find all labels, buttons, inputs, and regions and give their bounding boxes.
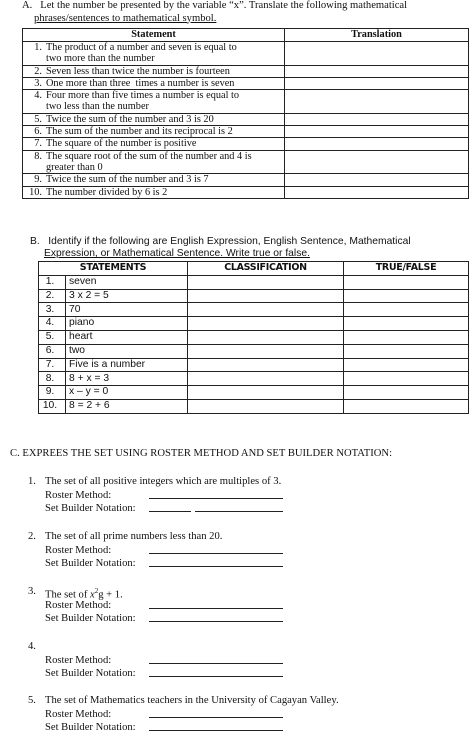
statement-row (23, 174, 469, 186)
set-item-number: 4. (28, 641, 36, 652)
section-a-heading-line2: phrases/sentences to mathematical symbol. (34, 12, 217, 24)
exponent: 2 (94, 587, 99, 595)
statement-line: The number divided by 6 is 2 (46, 186, 168, 198)
roster-label: Roster Method: (45, 654, 112, 666)
statement-text (46, 138, 196, 149)
roster-label: Roster Method: (45, 544, 112, 556)
set-item-text: The set of all prime numbers less than 20. (45, 531, 223, 542)
builder-label: Set Builder Notation: (45, 613, 136, 624)
classification-answer-cell[interactable] (188, 330, 344, 344)
statement-line: two less than the number (46, 101, 149, 113)
set-item-text-before: The set of (45, 589, 91, 601)
section-b-heading-line2: Expression, or Mathematical Sentence. Write true or false. (44, 248, 310, 259)
roster-label: Roster Method: (45, 489, 112, 501)
section-b-heading-line1: B. Identify if the following are English Expression, English Sentence, Mathematical (30, 236, 411, 247)
item-number: 2. (39, 289, 66, 303)
classification-row (39, 372, 469, 386)
statement-text: 70 (66, 303, 188, 317)
item-number: 6. (39, 344, 66, 358)
classification-row (39, 358, 469, 372)
statement-row (23, 42, 469, 66)
statement-text: x – y = 0 (66, 386, 188, 400)
true-false-answer-cell[interactable] (344, 399, 469, 413)
statement-line: One more than three times a number is seven (46, 77, 235, 89)
true-false-answer-cell[interactable] (344, 386, 469, 400)
item-number: 1. (39, 275, 66, 289)
builder-answer-blank[interactable] (149, 566, 283, 567)
translation-answer-cell[interactable] (285, 113, 469, 125)
true-false-answer-cell[interactable] (344, 330, 469, 344)
builder-answer-blank[interactable] (149, 511, 191, 512)
statement-row (23, 77, 469, 89)
set-item-number: 3. (28, 586, 36, 597)
classification-row (39, 303, 469, 317)
roster-answer-blank[interactable] (149, 553, 283, 554)
set-item-text (45, 640, 465, 654)
statement-row (23, 113, 469, 125)
statement-text (46, 78, 234, 89)
statement-cell (23, 77, 285, 89)
translation-answer-cell[interactable] (285, 126, 469, 138)
statement-cell (23, 126, 285, 138)
statement-column-header: Statement (23, 29, 285, 42)
translation-column-header: Translation (285, 29, 469, 42)
set-item-number: 1. (28, 476, 36, 487)
statement-cell (23, 186, 285, 198)
statement-text: 8 = 2 + 6 (66, 399, 188, 413)
classification-answer-cell[interactable] (188, 399, 344, 413)
statement-text (46, 66, 230, 77)
statement-row (23, 90, 469, 114)
statement-number: 9. (34, 174, 42, 186)
statements-column-header: STATEMENTS (39, 262, 188, 276)
classification-answer-cell[interactable] (188, 289, 344, 303)
statement-number: 2. (34, 65, 42, 77)
classification-table (38, 261, 469, 414)
item-number: 5. (39, 330, 66, 344)
set-item-text (45, 585, 465, 599)
statement-number: 6. (34, 126, 42, 138)
statement-line: The product of a number and seven is equal to (46, 42, 237, 53)
true-false-answer-cell[interactable] (344, 303, 469, 317)
statement-text: heart (66, 330, 188, 344)
builder-answer-blank[interactable] (149, 676, 283, 677)
statement-text: 3 x 2 = 5 (66, 289, 188, 303)
true-false-answer-cell[interactable] (344, 344, 469, 358)
statement-cell (23, 90, 285, 114)
classification-row (39, 386, 469, 400)
translation-answer-cell[interactable] (285, 77, 469, 89)
statement-cell (23, 150, 285, 174)
statement-line: The sum of the number and its reciprocal is 2 (46, 126, 233, 138)
roster-answer-blank[interactable] (149, 498, 283, 499)
statement-line: Twice the sum of the number and 3 is 20 (46, 113, 214, 125)
statement-line: greater than 0 (46, 161, 103, 173)
classification-row (39, 317, 469, 331)
translation-answer-cell[interactable] (285, 150, 469, 174)
true-false-answer-cell[interactable] (344, 275, 469, 289)
statement-text: seven (66, 275, 188, 289)
statement-text (46, 90, 239, 113)
roster-answer-blank[interactable] (149, 663, 283, 664)
set-item-number: 2. (28, 531, 36, 542)
set-item-text-after: g + 1. (98, 589, 123, 601)
statement-cell (23, 138, 285, 150)
statement-line: Twice the sum of the number and 3 is 7 (46, 174, 209, 186)
statement-number: 7. (34, 138, 42, 150)
roster-label: Roster Method: (45, 708, 112, 720)
item-number: 8. (39, 372, 66, 386)
statement-line: The square of the number is positive (46, 138, 197, 150)
translation-answer-cell[interactable] (285, 65, 469, 77)
statement-text (46, 187, 167, 198)
builder-label: Set Builder Notation: (45, 668, 136, 679)
classification-answer-cell[interactable] (188, 386, 344, 400)
classification-answer-cell[interactable] (188, 372, 344, 386)
builder-answer-blank-2[interactable] (195, 511, 283, 512)
statement-cell (23, 65, 285, 77)
section-c-heading: C. EXPREES THE SET USING ROSTER METHOD AND SET BUILDER NOTATION: (10, 448, 393, 459)
set-item-number: 5. (28, 695, 36, 706)
statement-text (46, 42, 237, 65)
classification-answer-cell[interactable] (188, 344, 344, 358)
statement-line: The square root of the sum of the number and 4 is (46, 150, 252, 162)
statement-cell (23, 42, 285, 66)
item-number: 10. (39, 399, 66, 413)
classification-answer-cell[interactable] (188, 317, 344, 331)
variable-x: x (90, 589, 95, 601)
true-false-answer-cell[interactable] (344, 289, 469, 303)
builder-label: Set Builder Notation: (45, 503, 136, 514)
classification-row (39, 399, 469, 413)
statement-line: Seven less than twice the number is fourteen (46, 65, 230, 77)
classification-row (39, 275, 469, 289)
statement-number: 5. (34, 113, 42, 125)
builder-answer-blank[interactable] (149, 621, 283, 622)
true-false-column-header: TRUE/FALSE (344, 262, 469, 276)
translation-answer-cell[interactable] (285, 90, 469, 114)
classification-row (39, 344, 469, 358)
translation-answer-cell[interactable] (285, 42, 469, 66)
classification-column-header: CLASSIFICATION (188, 262, 344, 276)
item-number: 7. (39, 358, 66, 372)
item-number: 9. (39, 386, 66, 400)
statement-text (46, 151, 252, 174)
statement-number: 3. (34, 77, 42, 89)
statement-cell (23, 174, 285, 186)
builder-label: Set Builder Notation: (45, 558, 136, 569)
section-a-heading (22, 0, 470, 25)
statement-row (23, 126, 469, 138)
true-false-answer-cell[interactable] (344, 372, 469, 386)
statement-number: 8. (34, 150, 42, 162)
statement-row (23, 186, 469, 198)
item-number: 3. (39, 303, 66, 317)
roster-label: Roster Method: (45, 599, 112, 611)
translation-answer-cell[interactable] (285, 138, 469, 150)
statement-cell (23, 113, 285, 125)
statement-text: two (66, 344, 188, 358)
section-b-heading (30, 236, 470, 260)
classification-answer-cell[interactable] (188, 303, 344, 317)
statement-number: 4. (34, 90, 42, 102)
statement-text (46, 114, 214, 125)
builder-answer-blank[interactable] (149, 730, 283, 731)
statement-line: Four more than five times a number is equal to (46, 90, 240, 102)
translation-table (22, 28, 469, 199)
statement-row (23, 65, 469, 77)
roster-answer-blank[interactable] (149, 717, 283, 718)
statement-text: 8 + x = 3 (66, 372, 188, 386)
statement-text (46, 174, 209, 185)
roster-answer-blank[interactable] (149, 608, 283, 609)
statement-line: two more than the number (46, 53, 155, 65)
true-false-answer-cell[interactable] (344, 358, 469, 372)
statement-text: piano (66, 317, 188, 331)
statement-number: 10. (29, 186, 42, 198)
classification-row (39, 289, 469, 303)
classification-answer-cell[interactable] (188, 275, 344, 289)
translation-answer-cell[interactable] (285, 174, 469, 186)
item-number: 4. (39, 317, 66, 331)
section-a-heading-line1: A. Let the number be presented by the variable “x”. Translate the following mathematical (22, 0, 408, 11)
statement-row (23, 138, 469, 150)
statement-text: Five is a number (66, 358, 188, 372)
builder-label: Set Builder Notation: (45, 722, 136, 733)
statement-number: 1. (34, 42, 42, 53)
set-item-text: The set of Mathematics teachers in the University of Cagayan Valley. (45, 695, 339, 706)
statement-row (23, 150, 469, 174)
translation-answer-cell[interactable] (285, 186, 469, 198)
set-item-text: The set of all positive integers which are multiples of 3. (45, 476, 282, 487)
classification-row (39, 330, 469, 344)
statement-text (46, 126, 233, 137)
classification-answer-cell[interactable] (188, 358, 344, 372)
true-false-answer-cell[interactable] (344, 317, 469, 331)
